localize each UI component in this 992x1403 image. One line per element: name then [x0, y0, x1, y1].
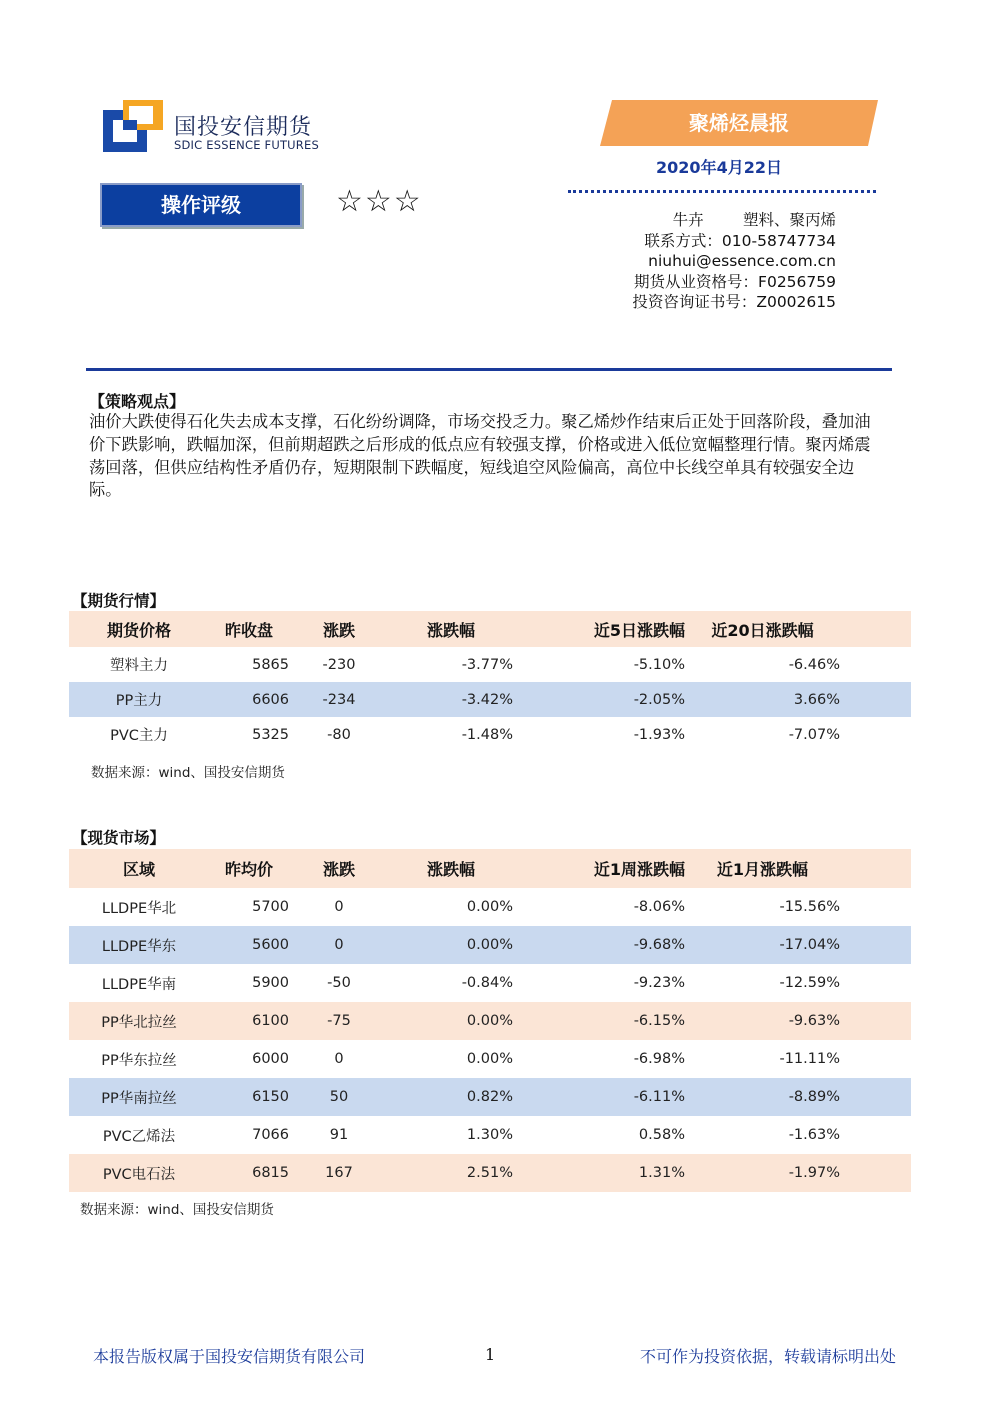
- spot-pct: 0.00%: [466, 899, 513, 915]
- futures-header-spacer: [840, 611, 911, 647]
- futures-pct: -1.48%: [461, 726, 513, 743]
- spot-1w: -6.98%: [633, 1051, 685, 1067]
- futures-5d: -2.05%: [513, 682, 685, 717]
- futures-name: 塑料主力: [110, 658, 168, 674]
- spot-region: PVC乙烯法: [102, 1128, 176, 1145]
- report-title: 聚烯烃晨报: [689, 111, 789, 135]
- futures-20d: -7.07%: [788, 726, 840, 743]
- table-row: [69, 647, 911, 682]
- spot-avg: 5600: [209, 926, 289, 964]
- spot-1m: -17.04%: [685, 926, 840, 964]
- spot-pct: 0.00%: [466, 1051, 513, 1067]
- logo-company-name-en: SDIC ESSENCE FUTURES: [174, 138, 319, 152]
- report-date: 2020年4月22日: [656, 158, 782, 177]
- spot-1m: -1.63%: [788, 1127, 840, 1143]
- table-row: [69, 717, 911, 752]
- futures-pct: -3.77%: [461, 656, 513, 673]
- spot-row-spacer: [840, 1154, 911, 1192]
- futures-header-cell: 近20日涨跌幅: [685, 611, 840, 647]
- futures-table: [69, 611, 911, 752]
- spot-avg: 6100: [209, 1002, 289, 1040]
- spot-avg: 6000: [252, 1051, 289, 1067]
- strategy-body: 油价大跌使得石化失去成本支撑，石化纷纷调降，市场交投乏力。聚乙烯炒作结束后正处于回落阶段，叠加油价下跌影响，跌幅加深，但前期超跌之后形成的低点应有较强支撑，价格或进入低位宽幅整理行情。聚丙烯震荡回落，但供应结构性矛盾仍存，短期限制下跌幅度，短线追空风险偏高，高位中长线空单具有较强安全边际。: [89, 412, 871, 500]
- rating-label: 操作评级: [161, 193, 241, 217]
- futures-source-note: 数据来源：wind、国投安信期货: [91, 765, 285, 781]
- footer-disclaimer: 不可作为投资依据，转载请标明出处: [639, 1347, 896, 1366]
- spot-section-title: 【现货市场】: [72, 829, 166, 847]
- futures-header-cell: 昨收盘: [209, 611, 289, 647]
- spot-header-cell: 涨跌幅: [389, 849, 513, 888]
- spot-1m: -12.59%: [779, 975, 840, 991]
- analyst-futures-license: 期货从业资格号：F0256759: [634, 272, 836, 291]
- spot-row-spacer: [840, 888, 911, 926]
- analyst-name-line: 牛卉 塑料、聚丙烯: [672, 211, 836, 229]
- spot-header-cell: 近1周涨跌幅: [513, 849, 685, 888]
- spot-pct: 1.30%: [466, 1127, 513, 1143]
- spot-avg: 6815: [209, 1154, 289, 1192]
- spot-row-spacer: [840, 1040, 911, 1078]
- spot-region: PVC电石法: [69, 1154, 209, 1192]
- spot-change: 0: [334, 1051, 344, 1067]
- spot-change: -75: [289, 1002, 389, 1040]
- futures-close: 6606: [209, 682, 289, 717]
- table-row: [69, 1078, 911, 1116]
- date-divider: [568, 190, 876, 193]
- spot-pct: 0.00%: [389, 1002, 513, 1040]
- spot-1w: -9.23%: [633, 975, 685, 991]
- spot-1w: -8.06%: [633, 899, 685, 915]
- spot-row-spacer: [840, 964, 911, 1002]
- spot-pct: 0.82%: [389, 1078, 513, 1116]
- analyst-advisory-license: 投资咨询证书号：Z0002615: [632, 293, 836, 311]
- spot-region: LLDPE华北: [101, 900, 177, 917]
- spot-header-cell: 区域: [69, 849, 209, 888]
- spot-1w: 1.31%: [513, 1154, 685, 1192]
- futures-section-title: 【期货行情】: [72, 592, 166, 610]
- table-row: [69, 1002, 911, 1040]
- spot-header-cell: 昨均价: [209, 849, 289, 888]
- futures-header-cell: 近5日涨跌幅: [513, 611, 685, 647]
- futures-20d: -6.46%: [788, 656, 840, 673]
- futures-pct: -3.42%: [389, 682, 513, 717]
- logo-company-name: 国投安信期货: [174, 115, 313, 140]
- spot-1w: -9.68%: [513, 926, 685, 964]
- futures-close: 5325: [252, 726, 289, 743]
- rating-stars: ☆☆☆: [336, 184, 423, 219]
- company-logo-icon: [103, 100, 163, 152]
- spot-region: LLDPE华东: [69, 926, 209, 964]
- footer-copyright: 本报告版权属于国投安信期货有限公司: [93, 1347, 366, 1366]
- spot-avg: 5900: [252, 975, 289, 991]
- spot-row-spacer: [840, 1116, 911, 1154]
- spot-1m: -11.11%: [779, 1051, 840, 1067]
- spot-avg: 5700: [252, 899, 289, 915]
- strategy-title: 【策略观点】: [89, 392, 186, 411]
- futures-header-cell: 涨跌幅: [389, 611, 513, 647]
- spot-change: 0: [289, 926, 389, 964]
- futures-change: -234: [289, 682, 389, 717]
- analyst-contact: [632, 210, 836, 313]
- spot-region: LLDPE华南: [101, 976, 177, 993]
- table-row: [69, 682, 911, 717]
- spot-row-spacer: [840, 1002, 911, 1040]
- spot-pct: 0.00%: [389, 926, 513, 964]
- table-row: [69, 1154, 911, 1192]
- table-row: [69, 1040, 911, 1078]
- header-divider: [86, 368, 892, 371]
- spot-change: 91: [329, 1127, 349, 1143]
- futures-row-spacer: [840, 682, 911, 717]
- futures-row-spacer: [840, 647, 911, 682]
- spot-table: [69, 849, 911, 1192]
- futures-name: PP主力: [69, 682, 209, 717]
- futures-change: -80: [327, 726, 351, 743]
- page-number: 1: [485, 1345, 496, 1364]
- spot-table-header: [69, 849, 911, 888]
- spot-region: PP华东拉丝: [101, 1052, 177, 1069]
- futures-20d: 3.66%: [685, 682, 840, 717]
- analyst-phone: 联系方式：010-58747734: [644, 231, 836, 250]
- spot-header-cell: 涨跌: [289, 849, 389, 888]
- table-row: [69, 888, 911, 926]
- spot-change: 50: [289, 1078, 389, 1116]
- spot-row-spacer: [840, 1078, 911, 1116]
- spot-1w: -6.15%: [513, 1002, 685, 1040]
- futures-5d: -5.10%: [633, 656, 685, 673]
- spot-1m: -1.97%: [685, 1154, 840, 1192]
- spot-region: PP华南拉丝: [69, 1078, 209, 1116]
- spot-change: 167: [289, 1154, 389, 1192]
- spot-header-spacer: [840, 849, 911, 888]
- futures-change: -230: [322, 656, 356, 673]
- spot-1w: 0.58%: [638, 1127, 685, 1143]
- spot-avg: 6150: [209, 1078, 289, 1116]
- spot-1m: -9.63%: [685, 1002, 840, 1040]
- futures-close: 5865: [252, 656, 289, 673]
- table-row: [69, 926, 911, 964]
- table-row: [69, 964, 911, 1002]
- spot-source-note: 数据来源：wind、国投安信期货: [80, 1202, 274, 1218]
- futures-header-cell: 涨跌: [289, 611, 389, 647]
- spot-change: -50: [327, 975, 351, 991]
- spot-region: PP华北拉丝: [69, 1002, 209, 1040]
- table-row: [69, 1116, 911, 1154]
- spot-avg: 7066: [252, 1127, 289, 1143]
- spot-1m: -8.89%: [685, 1078, 840, 1116]
- spot-row-spacer: [840, 926, 911, 964]
- spot-change: 0: [334, 899, 344, 915]
- futures-row-spacer: [840, 717, 911, 752]
- spot-pct: -0.84%: [461, 975, 513, 991]
- spot-header-cell: 近1月涨跌幅: [685, 849, 840, 888]
- futures-table-header: [69, 611, 911, 647]
- spot-1m: -15.56%: [779, 899, 840, 915]
- spot-pct: 2.51%: [389, 1154, 513, 1192]
- futures-header-cell: 期货价格: [69, 611, 209, 647]
- spot-1w: -6.11%: [513, 1078, 685, 1116]
- analyst-email: niuhui@essence.com.cn: [648, 252, 836, 270]
- futures-name: PVC主力: [110, 728, 168, 744]
- futures-5d: -1.93%: [633, 726, 685, 743]
